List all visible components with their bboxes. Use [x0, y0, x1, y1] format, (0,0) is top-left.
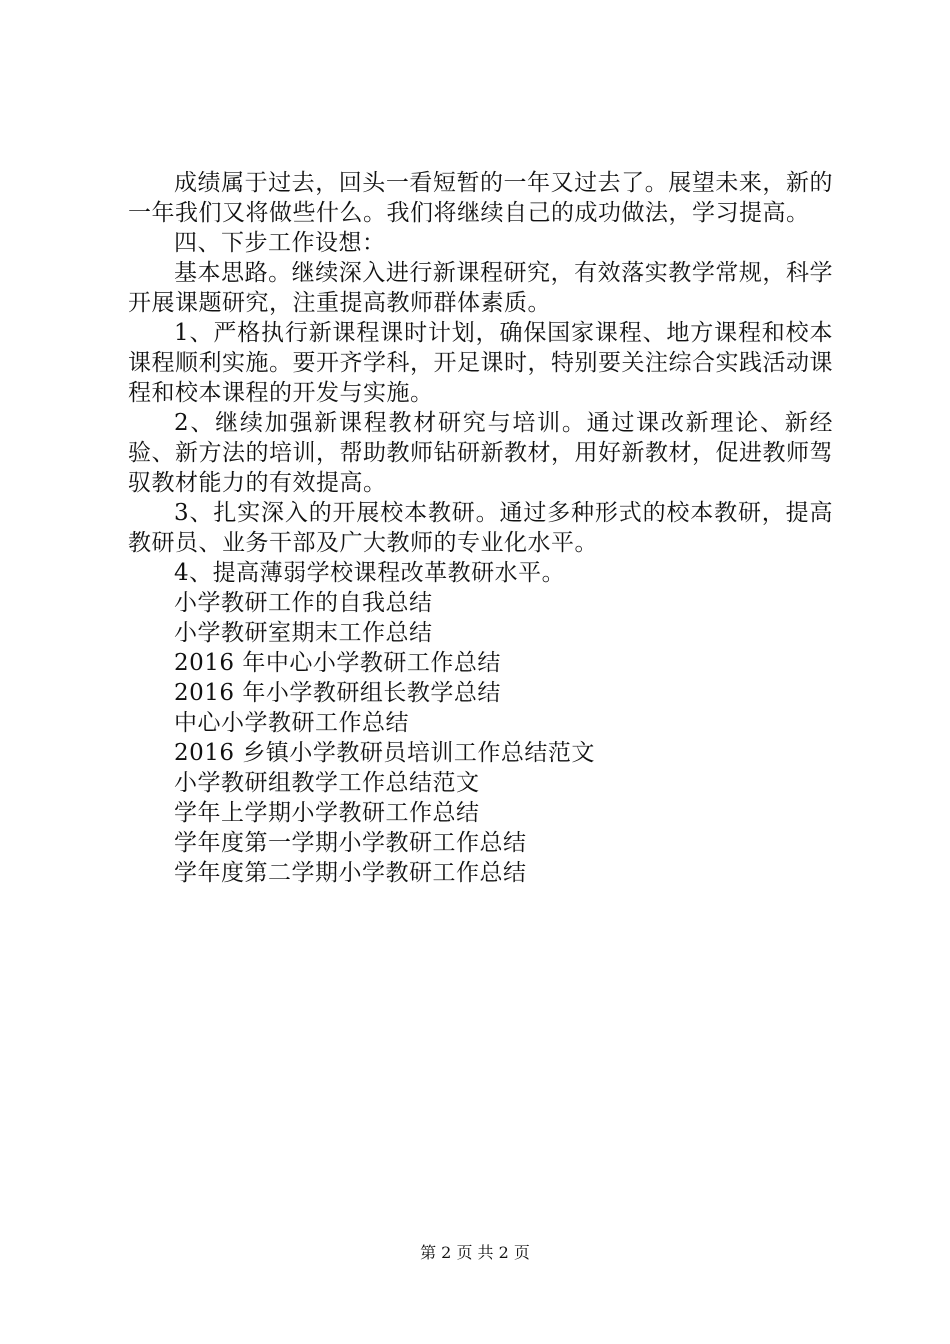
document-body	[128, 168, 833, 888]
related-link[interactable]: 学年度第二学期小学教研工作总结	[174, 860, 527, 886]
related-link[interactable]: 小学教研组教学工作总结范文	[174, 770, 480, 796]
paragraph: 基本思路。继续深入进行新课程研究，有效落实教学常规，科学开展课题研究，注重提高教师群体素质。	[128, 260, 833, 316]
related-link[interactable]: 2016 年中心小学教研工作总结	[174, 650, 501, 676]
paragraph: 4、提高薄弱学校课程改革教研水平。	[174, 560, 566, 586]
related-link[interactable]: 2016 乡镇小学教研员培训工作总结范文	[174, 740, 595, 766]
paragraph: 成绩属于过去，回头一看短暂的一年又过去了。展望未来，新的一年我们又将做些什么。我们将继续自己的成功做法，学习提高。	[128, 170, 833, 226]
related-link[interactable]: 2016 年小学教研组长教学总结	[174, 680, 501, 706]
related-link[interactable]: 中心小学教研工作总结	[174, 710, 409, 736]
paragraph: 3、扎实深入的开展校本教研。通过多种形式的校本教研，提高教研员、业务干部及广大教师的专业化水平。	[128, 500, 833, 556]
related-links-list	[128, 588, 833, 888]
section-heading: 四、下步工作设想：	[174, 230, 386, 256]
related-link[interactable]: 学年度第一学期小学教研工作总结	[174, 830, 527, 856]
paragraph: 1、严格执行新课程课时计划，确保国家课程、地方课程和校本课程顺利实施。要开齐学科，开足课时，特别要关注综合实践活动课程和校本课程的开发与实施。	[128, 320, 833, 406]
related-link[interactable]: 小学教研室期末工作总结	[174, 620, 433, 646]
page-number-footer: 第 2 页 共 2 页	[420, 1243, 530, 1262]
paragraph: 2、继续加强新课程教材研究与培训。通过课改新理论、新经验、新方法的培训，帮助教师钻研新教材，用好新教材，促进教师驾驭教材能力的有效提高。	[128, 410, 833, 496]
related-link[interactable]: 小学教研工作的自我总结	[174, 590, 433, 616]
related-link[interactable]: 学年上学期小学教研工作总结	[174, 800, 480, 826]
